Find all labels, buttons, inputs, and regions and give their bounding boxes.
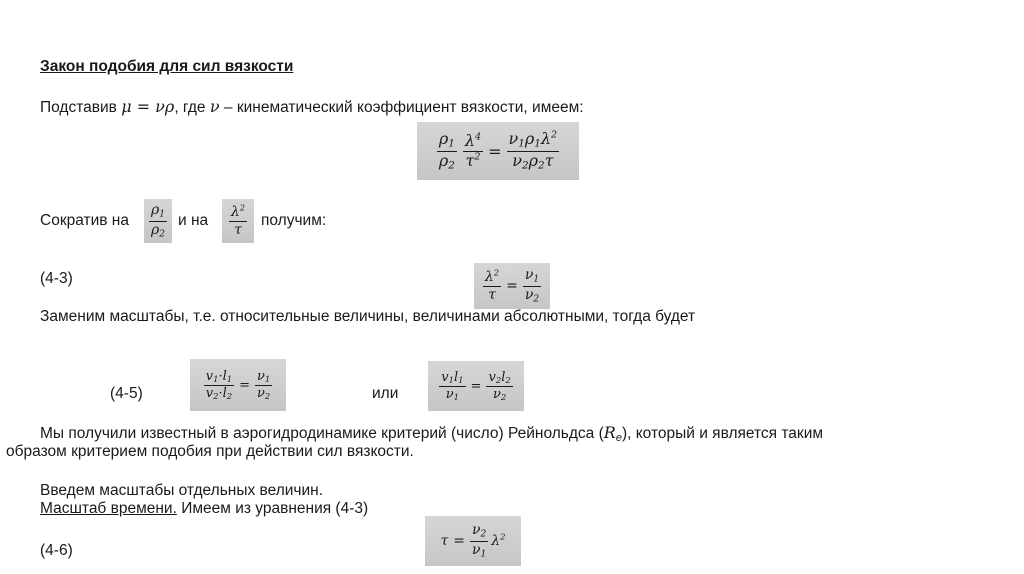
- replace-scales-line: Заменим масштабы, т.е. относительные величины, величинами абсолютными, тогда будет: [40, 308, 696, 325]
- eq-4-6-label: (4-6): [40, 542, 73, 559]
- eq-4-6-image: τ = $\frac{\nu 2}{\nu 1}$ $\lambda^2$: [425, 516, 521, 566]
- reduce-line-suffix: получим:: [261, 212, 327, 229]
- reynolds-suffix: ), который и является таким: [621, 425, 824, 442]
- reynolds-symbol: R: [603, 423, 616, 442]
- time-scale-heading: Масштаб времени.: [40, 500, 177, 517]
- page-title: Закон подобия для сил вязкости: [40, 58, 294, 75]
- substitution-line: [40, 98, 584, 117]
- substitution-prefix: Подставив: [40, 99, 117, 116]
- substitution-middle: , где: [174, 99, 206, 116]
- eq-4-5-image: $\frac{v1\cdot l1}{v2\cdot l2}$ = $\frac{\nu 1}{\nu 2}$: [190, 359, 286, 411]
- rho-ratio-image: $\frac{\rho 1}{\rho 2}$: [144, 199, 172, 243]
- reduce-line-mid: и на: [178, 212, 209, 229]
- lambda-tau-ratio-image: $\frac{\lambda^2}{\tau}$: [222, 199, 254, 243]
- reynolds-prefix: Мы получили известный в аэрогидродинамике критерий (число) Рейнольдса (: [40, 425, 604, 442]
- reduce-line-prefix: Сократив на: [40, 212, 129, 229]
- or-label: или: [372, 385, 399, 402]
- eq-4-5-label: (4-5): [110, 385, 143, 402]
- reynolds-line-b: образом критерием подобия при действии сил вязкости.: [6, 443, 414, 460]
- nu-symbol: ν: [209, 97, 220, 116]
- reynolds-subscript: e: [615, 432, 622, 444]
- eq-4-5-alt-image: $\frac{v1l1}{\nu 1}$ = $\frac{v2l2}{\nu 2}$: [428, 361, 524, 411]
- eq-4-3-label: (4-3): [40, 270, 73, 287]
- time-scale-line: [40, 500, 368, 518]
- eq-4-3-image: $\frac{\lambda^2}{\tau}$ = $\frac{\nu 1}{\nu 2}$: [474, 263, 550, 309]
- main-equation-image: $\frac{\rho 1}{\rho 2}$ $\frac{\lambda^4}{\tau^2}$ = $\frac{\nu 1\rho 1\lambda^2}{\nu 2\rho 2\tau}$: [417, 122, 579, 180]
- introduce-scales-line: Введем масштабы отдельных величин.: [40, 482, 323, 499]
- mu-formula: μ = νρ: [121, 97, 175, 116]
- substitution-suffix: – кинематический коэффициент вязкости, имеем:: [223, 99, 584, 116]
- time-scale-rest: Имеем из уравнения (4-3): [176, 500, 369, 517]
